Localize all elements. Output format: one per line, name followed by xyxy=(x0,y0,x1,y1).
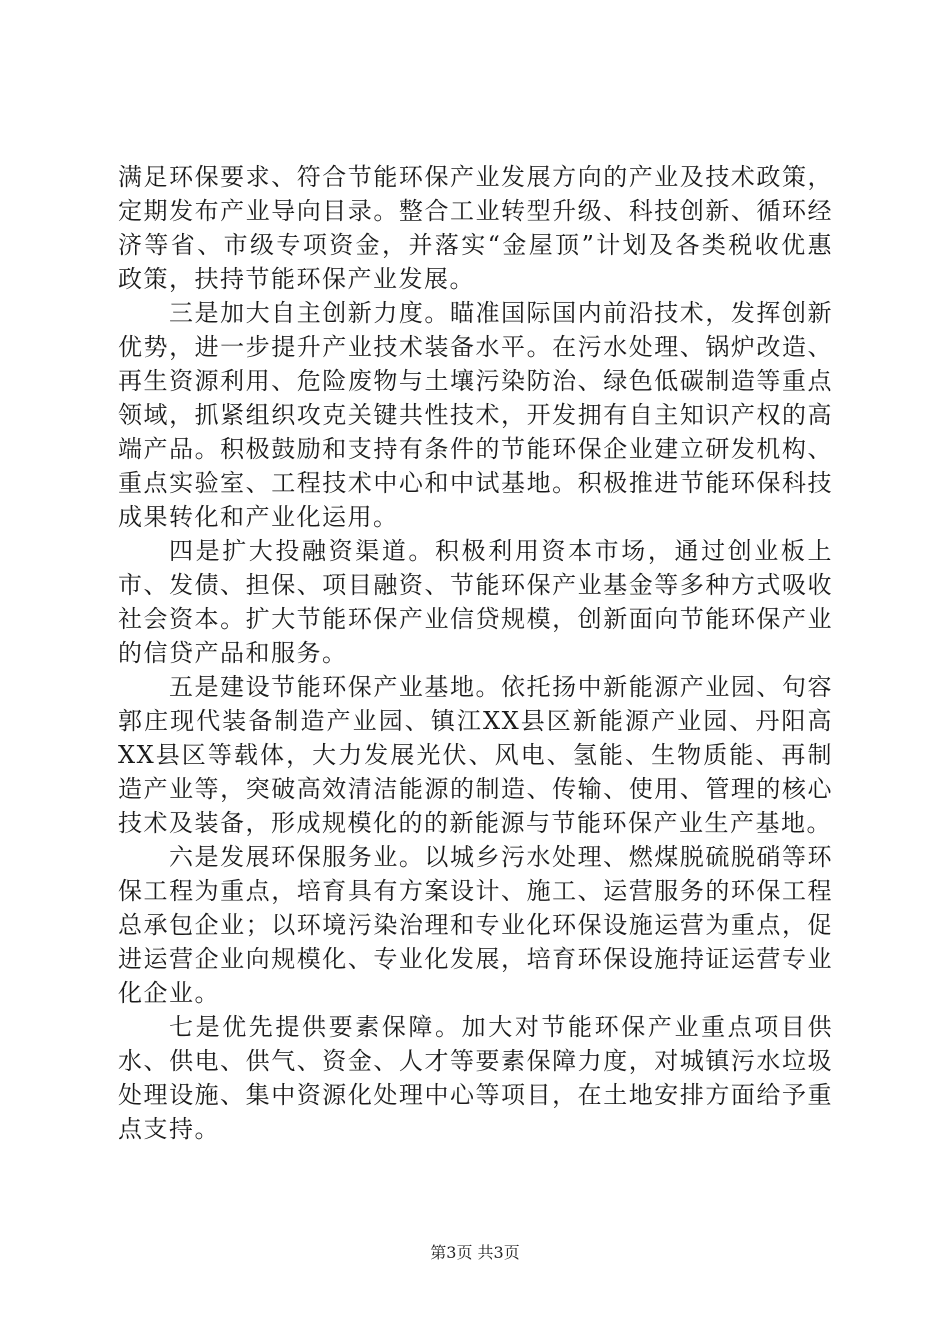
document-body xyxy=(118,160,833,1146)
paragraph-continued: 满足环保要求、符合节能环保产业发展方向的产业及技术政策，定期发布产业导向目录。整合工业转型升级、科技创新、循环经济等省、市级专项资金，并落实“金屋顶”计划及各类税收优惠政策，扶持节能环保产业发展。 xyxy=(118,163,833,293)
paragraph-environmental-services: 六是发展环保服务业。以城乡污水处理、燃煤脱硫脱硝等环保工程为重点，培育具有方案设计、施工、运营服务的环保工程总承包企业；以环境污染治理和专业化环保设施运营为重点，促进运营企业向规模化、专业化发展，培育环保设施持证运营专业化企业。 xyxy=(118,843,833,1007)
page-number-footer: 第3页 共3页 xyxy=(430,1243,520,1262)
paragraph-resource-guarantee: 七是优先提供要素保障。加大对节能环保产业重点项目供水、供电、供气、资金、人才等要素保障力度，对城镇污水垃圾处理设施、集中资源化处理中心等项目，在土地安排方面给予重点支持。 xyxy=(118,1013,833,1143)
paragraph-innovation: 三是加大自主创新力度。瞄准国际国内前沿技术，发挥创新优势，进一步提升产业技术装备水平。在污水处理、锅炉改造、再生资源利用、危险废物与土壤污染防治、绿色低碳制造等重点领域，抓紧组织攻克关键共性技术，开发拥有自主知识产权的高端产品。积极鼓励和支持有条件的节能环保企业建立研发机构、重点实验室、工程技术中心和中试基地。积极推进节能环保科技成果转化和产业化运用。 xyxy=(118,299,833,531)
paragraph-financing: 四是扩大投融资渠道。积极利用资本市场，通过创业板上市、发债、担保、项目融资、节能环保产业基金等多种方式吸收社会资本。扩大节能环保产业信贷规模，创新面向节能环保产业的信贷产品和服务。 xyxy=(118,537,833,667)
paragraph-industrial-base: 五是建设节能环保产业基地。依托扬中新能源产业园、句容郭庄现代装备制造产业园、镇江XX县区新能源产业园、丹阳高XX县区等载体，大力发展光伏、风电、氢能、生物质能、再制造产业等，突破高效清洁能源的制造、传输、使用、管理的核心技术及装备，形成规模化的的新能源与节能环保产业生产基地。 xyxy=(118,673,833,837)
